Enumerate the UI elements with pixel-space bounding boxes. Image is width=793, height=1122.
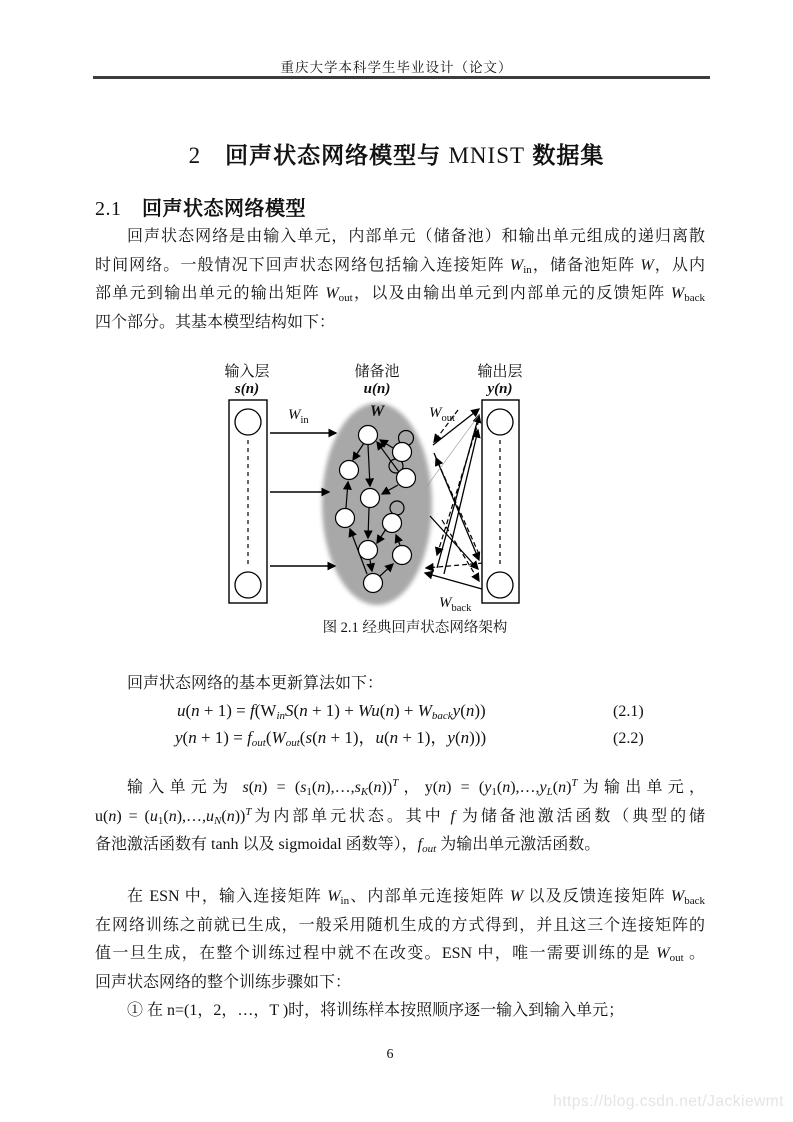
equation-2-1-number: (2.1) [613, 703, 644, 720]
paragraph-line: $u(n) = (u_1(n),\dots,u_N(n))^T$为内部单元状态。其中 f 为储备池激活函数（典型的储 [95, 805, 705, 827]
reservoir-weight-label: W [369, 403, 385, 420]
w-out-label: $W_{out}$ [429, 405, 455, 424]
equation-2-1: $u(n + 1) = f(W_{in}S(n + 1) + Wu(n) + W_{back}y(n))$ [177, 701, 486, 722]
equation-2-2: $y(n + 1) = f_{out}(W_{out}(s(n + 1)$，u(n + 1)，y(n))) [175, 728, 487, 749]
input-layer-var: s(n) [234, 381, 260, 397]
reservoir-var: u(n) [363, 381, 391, 397]
paragraph-line: 在 ESN 中，输入连接矩阵 $W_{in}$、内部单元连接矩阵 W 以及反馈连接矩阵 $W_{back}$ [127, 888, 705, 907]
paragraph-line: 在网络训练之前就已生成，一般采用随机生成的方式得到，并且这三个连接矩阵的 [95, 916, 705, 934]
input-layer-label: 输入层 [224, 364, 270, 380]
figure-caption: 图 2.1 经典回声状态网络架构 [322, 620, 508, 636]
equation-2-2-number: (2.2) [613, 730, 644, 747]
paragraph-line: 回声状态网络的整个训练步骤如下： [95, 973, 352, 991]
paragraph-line: 时间网络。一般情况下回声状态网络包括输入连接矩阵 $W_{in}$，储备池矩阵 W，从内 [95, 256, 705, 276]
watermark: https://blog.csdn.net/Jackiewmt [553, 1093, 784, 1110]
reservoir-node [393, 443, 412, 462]
w-in-label: $W_{in}$ [288, 407, 309, 426]
output-layer-label: 输出层 [477, 364, 523, 380]
reservoir-node [359, 541, 378, 560]
section-heading: 2.1 回声状态网络模型 [95, 198, 306, 220]
paragraph-line: 四个部分。其基本模型结构如下： [95, 313, 336, 331]
page-header: 重庆大学本科学生毕业设计（论文） [280, 60, 513, 75]
reservoir-node [359, 426, 378, 445]
paragraph-line: 输入单元为 $s(n) = (s_1(n),\dots,s_K(n))^T$，$y(n) = (y_1(n),\dots,y_L(n)^T$为输出单元， [127, 777, 705, 798]
paragraph-training [95, 883, 705, 1026]
chapter-title: 2 回声状态网络模型与 MNIST 数据集 [188, 142, 605, 168]
paragraph-line: 备池激活函数有 tanh 以及 sigmoidal 函数等），$f_{out}$ 为输出单元激活函数。 [95, 836, 601, 855]
reservoir-label: 储备池 [354, 364, 400, 380]
paragraph-line: 回声状态网络的基本更新算法如下： [127, 675, 384, 692]
w-back-label: $W_{back}$ [439, 595, 472, 614]
paragraph-line: 值一旦生成，在整个训练过程中就不在改变。ESN 中，唯一需要训练的是 $W_{out}$ 。 [95, 945, 705, 964]
reservoir-node [361, 489, 380, 508]
paragraph-line: 部单元到输出单元的输出矩阵 $W_{out}$，以及由输出单元到内部单元的反馈矩阵 $W_{back}$ [95, 285, 705, 304]
output-layer-var: y(n) [487, 381, 513, 397]
esn-architecture-figure [190, 358, 610, 616]
w-back-arrows [426, 410, 483, 581]
reservoir-node [393, 546, 412, 565]
paragraph-line: 回声状态网络是由输入单元，内部单元（储备池）和输出单元组成的递归离散 [127, 228, 705, 245]
thin-connection-line [427, 415, 479, 486]
reservoir-node [340, 461, 359, 480]
paragraph-algorithm-intro [95, 670, 705, 699]
paragraph-units-definition [95, 774, 705, 860]
training-step-1: ① 在 n=(1，2，…，T )时，将训练样本按照顺序逐一输入到输入单元； [127, 1002, 625, 1019]
header-rule [93, 76, 710, 79]
reservoir-node [397, 469, 416, 488]
reservoir-node [364, 574, 383, 593]
reservoir-node [336, 509, 355, 528]
page-number: 6 [386, 1047, 394, 1062]
paragraph-model-intro [95, 223, 705, 337]
